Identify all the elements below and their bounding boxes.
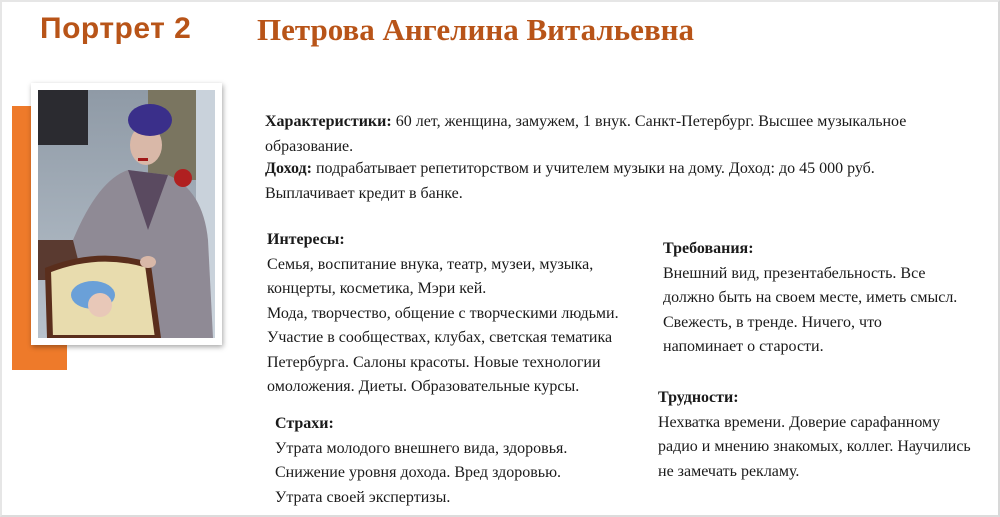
interests-line: концерты, косметика, Мэри кей. [267,280,487,297]
portrait-label: Портрет 2 [40,12,192,45]
fears-label: Страхи: [275,415,334,432]
characteristics-text: 60 лет, женщина, замужем, 1 внук. Санкт-Петербург. Высшее музыкальное образование. [265,113,907,155]
interests-line: омоложения. Диеты. Образовательные курсы. [267,378,580,395]
requirements-label: Требования: [663,240,754,257]
requirements-line: Свежесть, в тренде. Ничего, что [663,313,882,331]
fears-line: Утрата молодого внешнего вида, здоровья. [275,439,568,457]
interests-block [267,228,619,400]
difficulties-block [658,386,971,484]
difficulties-line: радио и мнению знакомых, коллег. Научились [658,438,971,455]
requirements-line: напоминает о старости. [663,338,824,355]
income-block [265,157,965,206]
requirements-line: должно быть на своем месте, иметь смысл. [663,289,958,306]
requirements-line: Внешний вид, презентабельность. Все [663,264,926,282]
interests-line: Мода, творчество, общение с творческими людьми. [267,304,619,322]
person-name: Петрова Ангелина Витальевна [257,12,695,47]
income-label: Доход: [265,160,312,177]
interests-line: Участие в сообществах, клубах, светская тематика [267,329,613,346]
difficulties-line: Нехватка времени. Доверие сарафанному [658,413,941,431]
interests-line: Семья, воспитание внука, театр, музеи, музыка, [267,255,594,273]
characteristics-label: Характеристики: [265,113,392,130]
requirements-block [663,237,957,360]
interests-label: Интересы: [267,231,345,248]
photo-card [31,83,222,345]
income-text: подрабатывает репетиторством и учителем музыки на дому. Доход: до 45 000 руб. Выплачивает кредит в банке. [265,160,875,202]
fears-block [275,412,567,510]
portrait-photo [38,90,215,338]
interests-line: Петербурга. Салоны красоты. Новые технологии [267,353,601,371]
characteristics-block [265,110,965,159]
portrait-illustration [38,90,215,338]
fears-line: Снижение уровня дохода. Вред здоровью. [275,464,562,481]
difficulties-label: Трудности: [658,389,739,406]
difficulties-line: не замечать рекламу. [658,462,800,480]
fears-line: Утрата своей экспертизы. [275,488,451,506]
